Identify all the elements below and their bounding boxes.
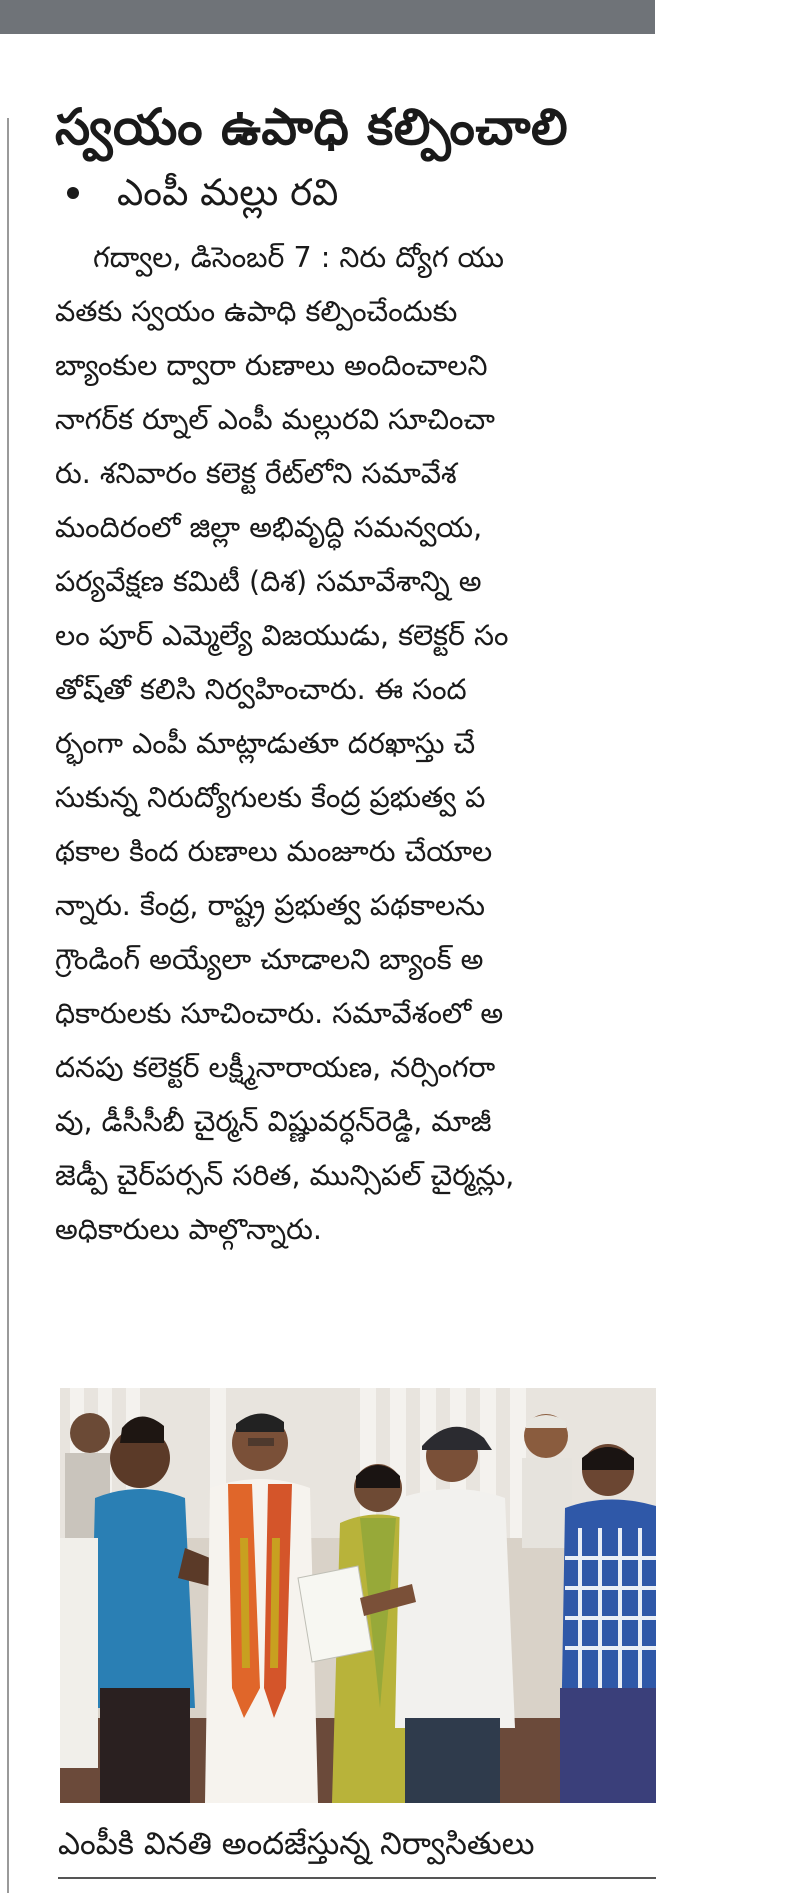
body-line: దనపు కలెక్టర్ లక్ష్మీనారాయణ, నర్సింగరా bbox=[55, 1051, 496, 1084]
body-line: రు. శనివారం కలెక్ట రేట్‌లోని సమావేశ bbox=[55, 457, 457, 490]
body-line: వతకు స్వయం ఉపాధి కల్పించేందుకు bbox=[55, 295, 458, 328]
body-line: నాగర్‌క ర్నూల్ ఎంపీ మల్లురవి సూచించా bbox=[55, 403, 495, 436]
bottom-divider bbox=[58, 1877, 656, 1879]
body-line: ధికారులకు సూచించారు. సమావేశంలో అ bbox=[55, 997, 504, 1030]
body-line: థకాల కింద రుణాలు మంజూరు చేయాల bbox=[55, 835, 493, 868]
news-article bbox=[55, 95, 660, 1257]
body-line: ర్భంగా ఎంపీ మాట్లాడుతూ దరఖాస్తు చే bbox=[55, 727, 476, 760]
news-photo-illustration bbox=[60, 1388, 656, 1803]
photo-caption: ఎంపీకి వినతి అందజేస్తున్న నిర్వాసితులు bbox=[58, 1826, 535, 1862]
body-line: పర్యవేక్షణ కమిటీ (దిశ) సమావేశాన్ని అ bbox=[55, 565, 482, 598]
subheading-text: ఎంపీ మల్లు రవి bbox=[117, 171, 339, 214]
article-headline: స్వయం ఉపాధి కల్పించాలి bbox=[55, 98, 569, 156]
body-line: సుకున్న నిరుద్యోగులకు కేంద్ర ప్రభుత్వ ప bbox=[55, 781, 486, 814]
bullet-icon bbox=[67, 187, 79, 199]
body-line: బ్యాంకుల ద్వారా రుణాలు అందించాలని bbox=[55, 349, 488, 382]
body-line: మందిరంలో జిల్లా అభివృద్ధి సమన్వయ, bbox=[55, 511, 483, 544]
page-top-band bbox=[0, 0, 655, 34]
body-line: గ్రౌండింగ్ అయ్యేలా చూడాలని బ్యాంక్ అ bbox=[55, 943, 484, 976]
body-line: లం పూర్ ఎమ్మెల్యే విజయుడు, కలెక్టర్ సం bbox=[55, 619, 509, 652]
column-divider bbox=[7, 118, 9, 1893]
article-subheading bbox=[55, 167, 660, 219]
body-line: జెడ్పీ చైర్‌పర్సన్ సరిత, మున్సిపల్ చైర్మన్లు, bbox=[55, 1159, 515, 1192]
article-body bbox=[55, 231, 658, 1257]
news-photo bbox=[60, 1388, 656, 1803]
body-line: వు, డీసీసీబీ చైర్మన్ విష్ణువర్ధన్‌రెడ్డి, మాజీ bbox=[55, 1105, 492, 1138]
body-line: అధికారులు పాల్గొన్నారు. bbox=[55, 1213, 322, 1246]
body-line: తోష్‌తో కలిసి నిర్వహించారు. ఈ సంద bbox=[55, 673, 467, 706]
body-line: గద్వాల, డిసెంబర్ 7 : నిరు ద్యోగ యు bbox=[93, 241, 505, 274]
body-line: న్నారు. కేంద్ర, రాష్ట్ర ప్రభుత్వ పథకాలను bbox=[55, 889, 486, 922]
